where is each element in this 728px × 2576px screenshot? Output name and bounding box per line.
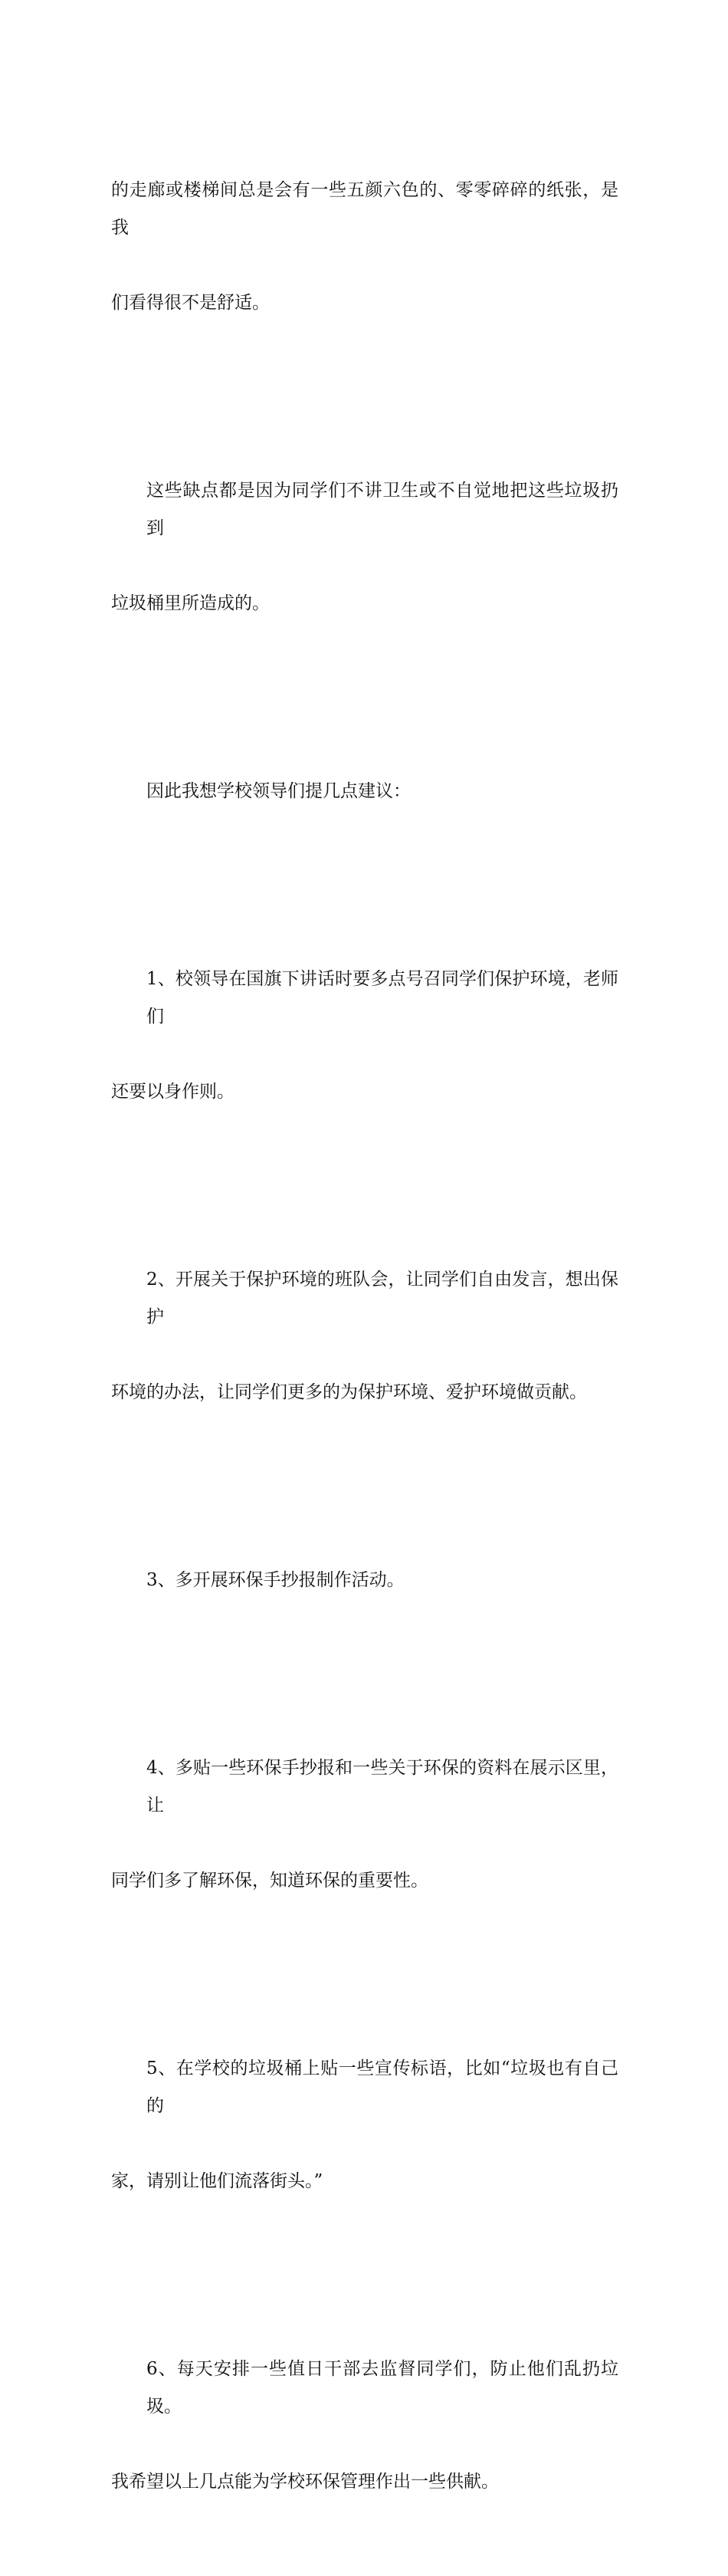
paragraph-cause <box>111 397 618 698</box>
text-line: 还要以身作则。 <box>111 1082 234 1102</box>
text-line: 因此我想学校领导们提几点建议： <box>146 781 411 801</box>
text-line: 家，请别让他们流落街头。” <box>111 2171 323 2191</box>
suggestion-item-4 <box>111 1674 618 1975</box>
document-body <box>111 97 618 2576</box>
text-line: 1、校领导在国旗下讲话时要多点号召同学们保护环境，老师们 <box>146 969 618 1027</box>
paragraph-hallway-litter <box>111 97 618 397</box>
suggestion-item-5 <box>111 1975 618 2275</box>
text-line: 我希望以上几点能为学校环保管理作出一些供献。 <box>111 2472 499 2492</box>
text-line: 的走廊或楼梯间总是会有一些五颜六色的、零零碎碎的纸张，是我 <box>111 180 618 238</box>
text-line: 环境的办法，让同学们更多的为保护环境、爱护环境做贡献。 <box>111 1382 587 1402</box>
text-line: 垃圾桶里所造成的。 <box>111 593 270 613</box>
text-line: 3、多开展环保手抄报制作活动。 <box>146 1570 405 1590</box>
suggestion-item-2 <box>111 1186 618 1487</box>
text-line: 4、多贴一些环保手抄报和一些关于环保的资料在展示区里，让 <box>146 1758 618 1815</box>
text-line: 们看得很不是舒适。 <box>111 293 270 313</box>
text-line: 2、开展关于保护环境的班队会，让同学们自由发言，想出保护 <box>146 1270 618 1327</box>
text-line: 6、每天安排一些值日干部去监督同学们，防止他们乱扔垃圾。 <box>146 2359 618 2417</box>
suggestion-item-1 <box>111 886 618 1186</box>
text-line: 5、在学校的垃圾桶上贴一些宣传标语，比如“垃圾也有自己的 <box>146 2058 618 2116</box>
text-line: 这些缺点都是因为同学们不讲卫生或不自觉地把这些垃圾扔到 <box>146 481 618 538</box>
text-line: 同学们多了解环保，知道环保的重要性。 <box>111 1871 428 1891</box>
suggestion-item-6 <box>111 2275 618 2576</box>
suggestion-item-3 <box>111 1487 618 1674</box>
paragraph-suggestions-intro <box>111 698 618 886</box>
